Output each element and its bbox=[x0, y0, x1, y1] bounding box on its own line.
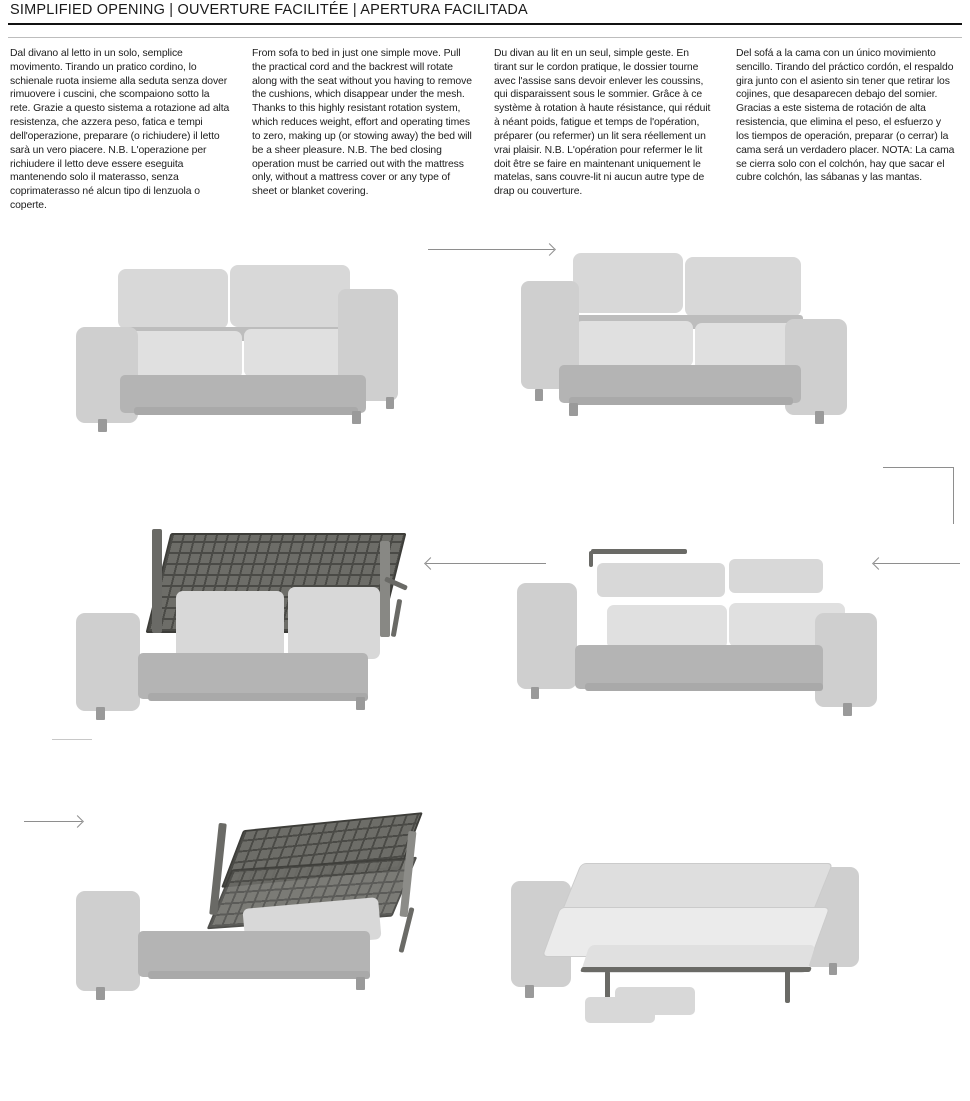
backrest-cushion-right-2 bbox=[685, 257, 801, 317]
sofa-base-shadow-4 bbox=[585, 683, 823, 691]
sofa-leg-right-3 bbox=[356, 697, 365, 710]
lifted-cushion-right bbox=[729, 559, 823, 593]
sofa-leg-front-left-2 bbox=[569, 403, 578, 416]
arrow-3 bbox=[426, 563, 546, 564]
illustration-row-3 bbox=[8, 811, 962, 1101]
page-title: SIMPLIFIED OPENING | OUVERTURE FACILITÉE | APERTURA FACILITADA bbox=[10, 2, 528, 18]
sofa-leg-right-5 bbox=[356, 977, 365, 990]
armrest-left-3 bbox=[76, 613, 140, 711]
sofa-leg-front-left bbox=[98, 419, 107, 432]
armrest-left-5 bbox=[76, 891, 140, 991]
backrest-cushion-right bbox=[230, 265, 350, 327]
stowed-cushion-6b bbox=[585, 997, 655, 1023]
backrest-cushion-left-2 bbox=[573, 253, 683, 313]
illustration-step-6 bbox=[485, 811, 962, 1101]
sofa-leg-right-4 bbox=[843, 703, 852, 716]
illustration-step-3 bbox=[8, 521, 485, 811]
arrow-2-elbow bbox=[883, 467, 954, 524]
illustration-step-4 bbox=[485, 521, 962, 811]
bed-leg-right bbox=[785, 969, 790, 1003]
illustration-step-5 bbox=[8, 811, 485, 1101]
bed-frame-front bbox=[580, 967, 812, 972]
mesh-frame-edge-left bbox=[152, 529, 162, 633]
illustration-row-1 bbox=[8, 231, 962, 521]
arrow-5 bbox=[24, 821, 82, 822]
sofa-leg-back-right bbox=[386, 397, 394, 409]
header-rule-thin bbox=[8, 37, 962, 38]
stowed-cushion-right bbox=[288, 587, 380, 659]
sofa-leg-right-6 bbox=[829, 963, 837, 975]
mesh-support-leg bbox=[391, 599, 403, 637]
lift-rail bbox=[591, 549, 687, 554]
sofa-leg-left-5 bbox=[96, 987, 105, 1000]
header-rule bbox=[8, 23, 962, 25]
lift-rail-post bbox=[589, 551, 593, 567]
sofa-base-shadow-3 bbox=[148, 693, 368, 701]
text-column-it bbox=[10, 47, 230, 213]
armrest-left-4 bbox=[517, 583, 577, 689]
seat-cushion-left-2 bbox=[575, 321, 693, 367]
description-columns bbox=[8, 47, 962, 213]
backrest-cushion-left bbox=[118, 269, 228, 329]
sofa-leg-front-right bbox=[352, 411, 361, 424]
text-italian: Dal divano al letto in un solo, semplice movimento. Tirando un pratico cordino, lo schienale ruota insieme alla seduta senza dover rimuovere i cuscini, che scompaiono sotto la rete. Grazie a questo sistema a rotazione ad alta resistenza, che azzera peso, fatica e tempi dell'operazione, preparare (o richiudere) il letto sarà un vero piacere. N.B. L'operazione per richiudere il letto deve essere eseguita mantenendo solo il materasso, senza coprimaterasso né alcun tipo di lenzuola o coperte. bbox=[10, 48, 230, 212]
text-column-fr bbox=[494, 47, 714, 213]
seat-cushion-left-4 bbox=[607, 605, 727, 649]
sofa-leg-left-3 bbox=[96, 707, 105, 720]
text-spanish: Del sofá a la cama con un único movimiento sencillo. Tirando del práctico cordón, el respaldo gira junto con el asiento sin tener que retirar los cojines, que desaparecen debajo del somier. Gracias a este sistema de rotación de alta resistencia, que elimina el peso, el esfuerzo y los tiempos de operación, preparar (o cerrar) la cama será un verdadero placer. NOTA: La cama se cierra solo con el colchón, hay que sacar el cubre colchón, las sábanas y las mantas. bbox=[736, 48, 955, 184]
seat-cushion-left bbox=[120, 331, 242, 379]
illustration-step-1 bbox=[8, 231, 485, 521]
sofa-base-shadow-2 bbox=[569, 397, 793, 405]
sofa-leg-left-4 bbox=[531, 687, 539, 699]
arrow-4 bbox=[874, 563, 960, 564]
sofa-leg-back-left-2 bbox=[535, 389, 543, 401]
sofa-leg-front-right-2 bbox=[815, 411, 824, 424]
sofa-leg-left-6 bbox=[525, 985, 534, 998]
mesh-frame-edge-right bbox=[380, 541, 390, 637]
floor-line-3 bbox=[52, 739, 92, 740]
sofa-base-shadow-5 bbox=[148, 971, 370, 979]
armrest-right-4 bbox=[815, 613, 877, 707]
sofa-base-shadow bbox=[134, 407, 358, 415]
text-french: Du divan au lit en un seul, simple geste. En tirant sur le cordon pratique, le dossier tourne avec l'assise sans devoir enlever les coussins, qui disparaissent sous le sommier. Grâce à ce système à rotation à haute résistance, qui réduit à néant poids, fatigue et temps de l'opération, préparer (ou refermer) un lit sera réellement un vrai plaisir. N.B. L'opération pour refermer le lit doit être se faire en maintenant uniquement le matelas, sans couvre-lit ni aucun autre type de drap ou couverture. bbox=[494, 48, 711, 198]
arrow-1 bbox=[428, 249, 554, 250]
text-column-en bbox=[252, 47, 472, 213]
text-english: From sofa to bed in just one simple move. Pull the practical cord and the backrest will rotate along with the seat without you having to remove the cushions, which disappear under the mesh. Thanks to this highly resistant rotation system, which reduces weight, effort and operating times to zero, making up (or stowing away) the bed will be a sheer pleasure. N.B. The bed closing operation must be carried out with the mattress only, without a mattress cover or any type of sheet or blanket covering. bbox=[252, 48, 472, 198]
text-column-es bbox=[736, 47, 956, 213]
illustration-row-2 bbox=[8, 521, 962, 811]
lifted-cushion-left bbox=[597, 563, 725, 597]
illustration-grid bbox=[8, 231, 962, 1101]
